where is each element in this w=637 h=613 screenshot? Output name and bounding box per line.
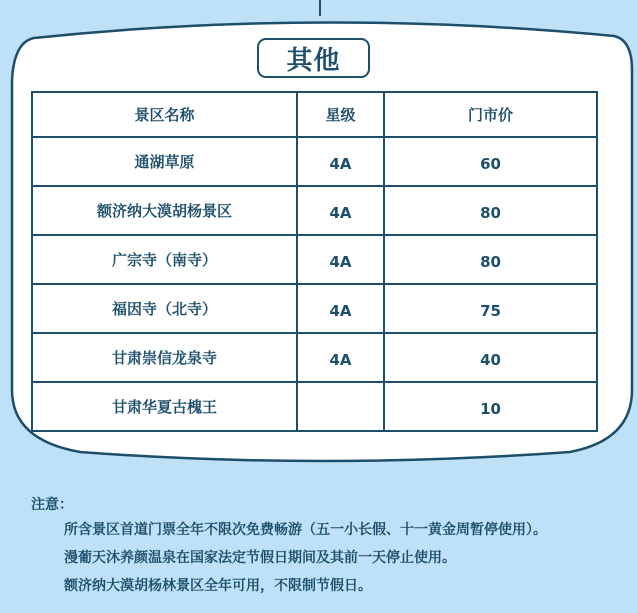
cell-name: 甘肃华夏古槐王 xyxy=(32,382,297,431)
cell-stars: 4A xyxy=(297,284,384,333)
cell-price: 80 xyxy=(384,186,597,235)
cell-stars: 4A xyxy=(297,186,384,235)
cell-price: 10 xyxy=(384,382,597,431)
section-title: 其他 xyxy=(257,38,370,78)
table-row xyxy=(32,137,597,186)
notes-title: 注意： xyxy=(31,497,73,513)
cell-price: 40 xyxy=(384,333,597,382)
table-row xyxy=(32,235,597,284)
cell-stars: 4A xyxy=(297,333,384,382)
cell-price: 80 xyxy=(384,235,597,284)
cell-price: 60 xyxy=(384,137,597,186)
column-header-name: 景区名称 xyxy=(32,92,297,137)
notes-section xyxy=(31,494,631,600)
table-row xyxy=(32,186,597,235)
note-line: 所含景区首道门票全年不限次免费畅游（五一小长假、十一黄金周暂停使用）。 xyxy=(64,522,547,538)
cell-name: 广宗寺（南寺） xyxy=(32,235,297,284)
table-row xyxy=(32,333,597,382)
cell-name: 福因寺（北寺） xyxy=(32,284,297,333)
note-line: 额济纳大漠胡杨林景区全年可用，不限制节假日。 xyxy=(64,578,372,594)
cell-name: 甘肃崇信龙泉寺 xyxy=(32,333,297,382)
column-header-price: 门市价 xyxy=(384,92,597,137)
cell-name: 通湖草原 xyxy=(32,137,297,186)
note-line: 漫葡天沐养颜温泉在国家法定节假日期间及其前一天停止使用。 xyxy=(64,550,456,566)
cell-name: 额济纳大漠胡杨景区 xyxy=(32,186,297,235)
table-header-row xyxy=(32,92,597,137)
table-row xyxy=(32,284,597,333)
column-header-stars: 星级 xyxy=(297,92,384,137)
cell-stars: 4A xyxy=(297,137,384,186)
table-row xyxy=(32,382,597,431)
cell-stars xyxy=(297,382,384,431)
cell-stars: 4A xyxy=(297,235,384,284)
cell-price: 75 xyxy=(384,284,597,333)
price-table xyxy=(31,91,598,432)
